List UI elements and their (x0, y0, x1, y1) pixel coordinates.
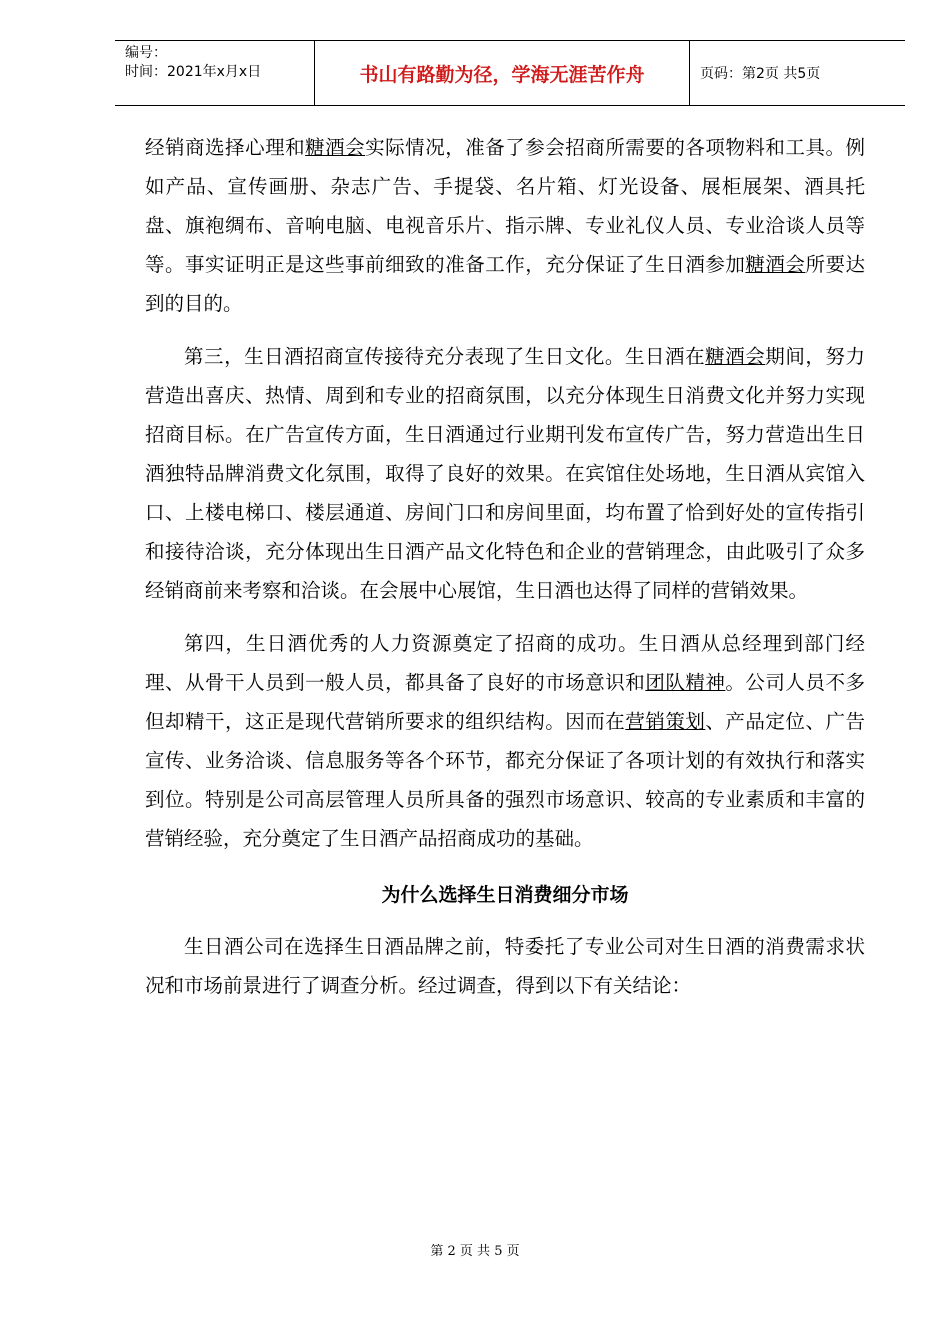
paragraph-survey: 生日酒公司在选择生日酒品牌之前，特委托了专业公司对生日酒的消费需求状况和市场前景进行了调查分析。经过调查，得到以下有关结论： (145, 935, 865, 997)
paragraph-text: 。公司人员不多但却精干，这正是现代营销所要求的组织结构。因而在 (145, 671, 865, 733)
paragraph-fourth-point (145, 624, 865, 858)
page-header (115, 40, 905, 106)
page-footer: 第 2 页 共 5 页 (430, 1244, 520, 1259)
paragraph-text: 、产品定位、广告宣传、业务洽谈、信息服务等各个环节，都充分保证了各项计划的有效执行和落实到位。特别是公司高层管理人员所具备的强烈市场意识、较高的专业素质和丰富的营销经验，充分奠定了生日酒产品招商成功的基础。 (145, 710, 865, 850)
link-marketing-planning[interactable]: 营销策划 (625, 710, 706, 733)
header-motto: 书山有路勤为径，学海无涯苦作舟 (315, 41, 690, 105)
section-heading: 为什么选择生日消费细分市场 (381, 884, 629, 906)
link-tangjiuhui[interactable]: 糖酒会 (745, 253, 806, 276)
paragraph-text: 第四，生日酒优秀的人力资源奠定了招商的成功。生日酒从总经理到部门经理、从骨干人员到一般人员，都具备了良好的市场意识和 (145, 632, 865, 694)
header-meta (115, 41, 315, 105)
document-code-label: 编号： (125, 45, 167, 61)
document-date-label: 时间：2021年x月x日 (125, 64, 262, 80)
paragraph-text: 第三，生日酒招商宣传接待充分表现了生日文化。生日酒在 (184, 345, 706, 368)
link-team-spirit[interactable]: 团队精神 (645, 671, 726, 694)
paragraph-text: 所要达到的目的。 (145, 253, 865, 315)
paragraph-third-point (145, 337, 865, 610)
paragraph-text: 实际情况，准备了参会招商所需要的各项物料和工具。例如产品、宣传画册、杂志广告、手提袋、名片箱、灯光设备、展柜展架、酒具托盘、旗袍绸布、音响电脑、电视音乐片、指示牌、专业礼仪人员、专业洽谈人员等等。事实证明正是这些事前细致的准备工作，充分保证了生日酒参加 (145, 136, 865, 276)
header-page-number: 页码：第2页 共5页 (700, 66, 821, 82)
paragraph-text: 期间，努力营造出喜庆、热情、周到和专业的招商氛围，以充分体现生日消费文化并努力实现招商目标。在广告宣传方面，生日酒通过行业期刊发布宣传广告，努力营造出生日酒独特品牌消费文化氛围，取得了良好的效果。在宾馆住处场地，生日酒从宾馆入口、上楼电梯口、楼层通道、房间门口和房间里面，均布置了恰到好处的宣传指引和接待洽谈，充分体现出生日酒产品文化特色和企业的营销理念，由此吸引了众多经销商前来考察和洽谈。在会展中心展馆，生日酒也达得了同样的营销效果。 (145, 345, 865, 602)
paragraph-text: 经销商选择心理和 (145, 136, 306, 159)
paragraph-continued (145, 128, 865, 323)
document-body (145, 128, 865, 1005)
link-tangjiuhui[interactable]: 糖酒会 (705, 345, 766, 368)
link-tangjiuhui[interactable]: 糖酒会 (305, 136, 366, 159)
